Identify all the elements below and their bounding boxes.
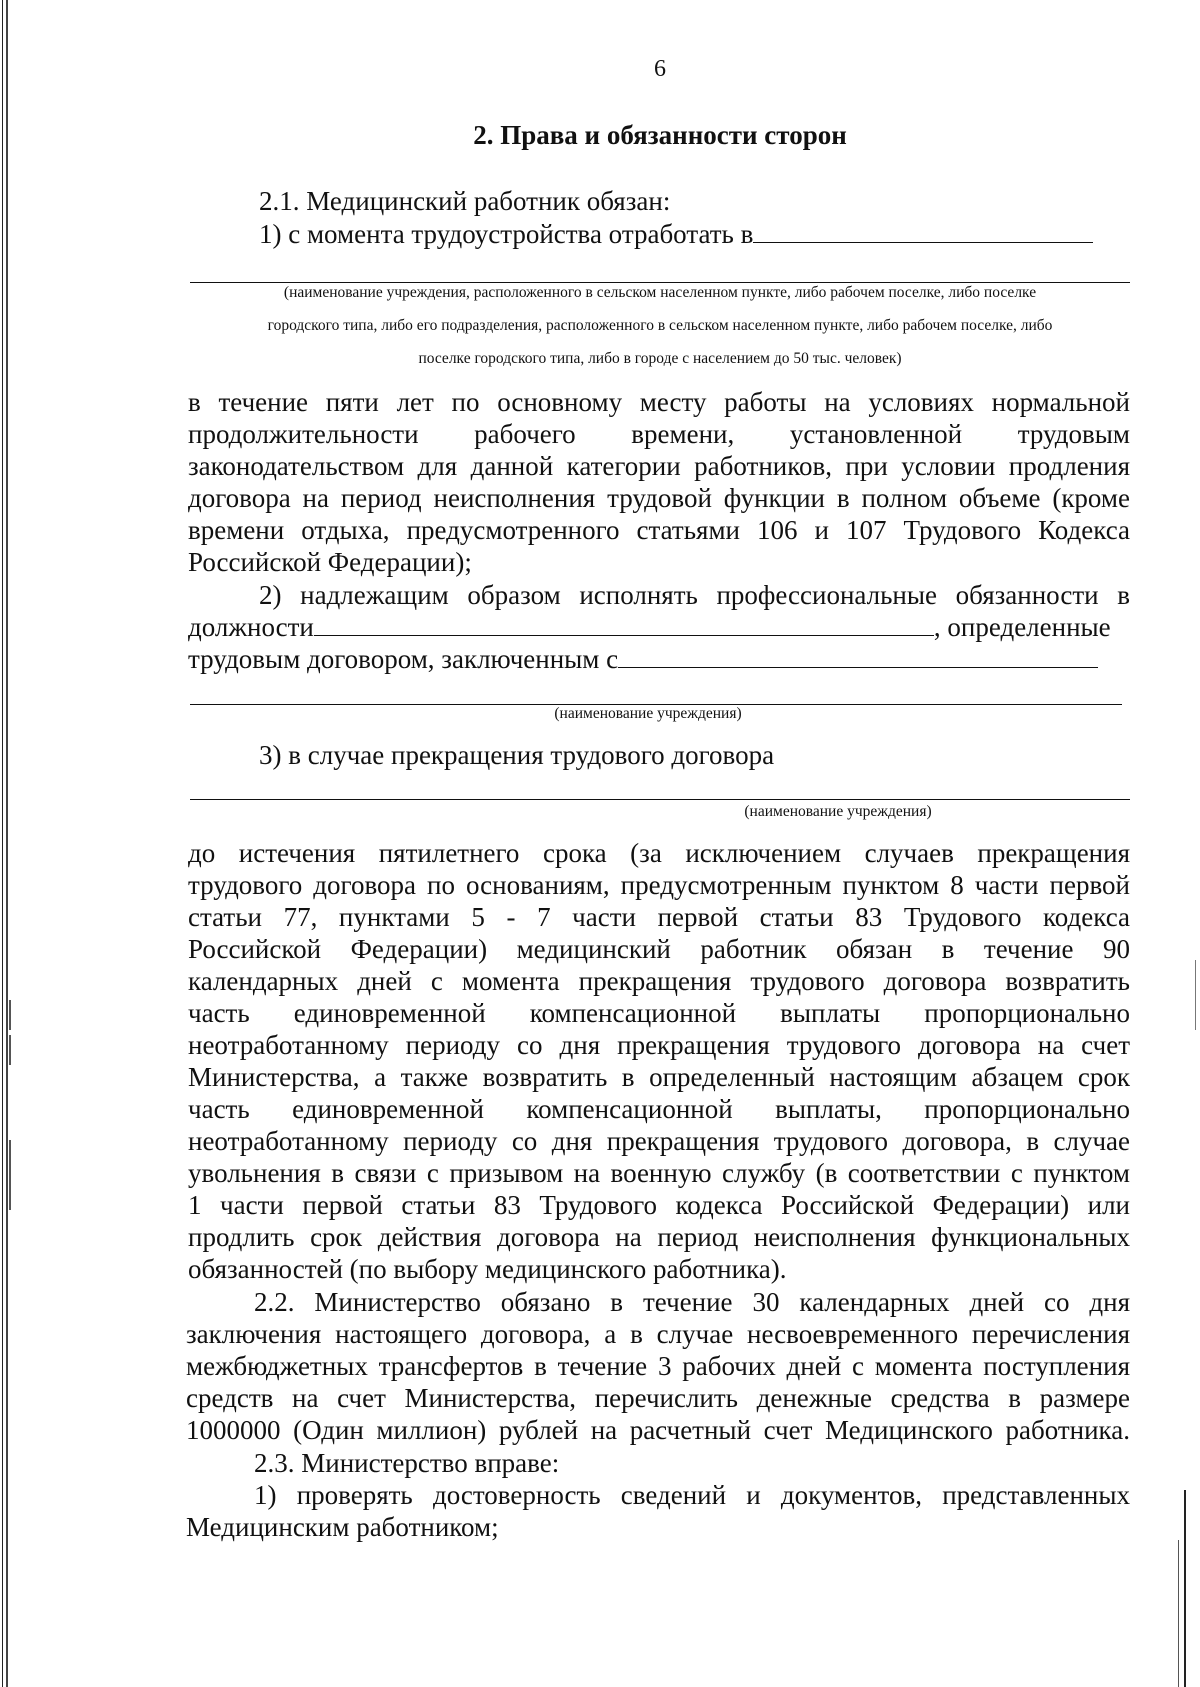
contract-label: трудовым договором, заключенным с [188, 644, 619, 674]
item-3-body-line: неотработанному периоду со дня прекращения трудового договора, в случае [188, 1126, 1130, 1156]
item-3-intro: 3) в случае прекращения трудового договора [259, 740, 775, 770]
item-3-body-line: 1 части первой статьи 83 Трудового кодекса Российской Федерации) или [188, 1190, 1130, 1220]
contract-institution-blank-field[interactable] [618, 666, 1098, 668]
item-2-position-line [188, 614, 1111, 641]
section-title: 2. Права и обязанности сторон [473, 120, 847, 150]
item-1-body-line: в течение пяти лет по основному месту работы на условиях нормальной [188, 387, 1130, 417]
clause-2-2-line: заключения настоящего договора, а в случае несвоевременного перечисления [186, 1319, 1130, 1349]
caption-institution-line-1: (наименование учреждения, расположенного в сельском населенном пункте, либо рабочем поселке, либо поселке [283, 284, 1037, 301]
item-1-body-line: времени отдыха, предусмотренного статьями 106 и 107 Трудового Кодекса [188, 515, 1130, 545]
item-3-body-last-line: обязанностей (по выбору медицинского работника). [188, 1254, 787, 1284]
scan-edge-right [1184, 1490, 1186, 1687]
institution-blank-field[interactable] [753, 241, 1093, 243]
clause-2-3-heading: 2.3. Министерство вправе: [254, 1448, 560, 1478]
item-2-contract-line [188, 646, 1098, 673]
clause-2-2-line: 2.2. Министерство обязано в течение 30 календарных дней со дня [254, 1287, 1130, 1317]
caption-institution-2: (наименование учреждения) [554, 705, 742, 722]
item-3-body-line: до истечения пятилетнего срока (за исключением случаев прекращения [188, 838, 1130, 868]
scan-mark-left [9, 1000, 11, 1030]
scan-mark-left [9, 1035, 11, 1065]
clause-2-3-item-1-line-1: 1) проверять достоверность сведений и документов, представленных [254, 1480, 1130, 1510]
item-3-body-line: Российской Федерации) медицинский работник обязан в течение 90 [188, 934, 1130, 964]
position-label: должности [188, 612, 314, 642]
item-1-intro-text: 1) с момента трудоустройства отработать в [259, 219, 754, 249]
clause-2-3-item-1-line-2: Медицинским работником; [186, 1512, 499, 1542]
clause-2-2-line: 1000000 (Один миллион) рублей на расчетный счет Медицинского работника. [186, 1415, 1130, 1445]
institution-blank-line[interactable] [190, 282, 1130, 283]
caption-institution-3: (наименование учреждения) [744, 803, 932, 820]
clause-2-1-item-1-intro [259, 221, 1093, 248]
scan-edge-left-shadow [6, 0, 8, 1687]
item-1-body-line: продолжительности рабочего времени, установленной трудовым [188, 419, 1130, 449]
clause-2-2-line: средств на счет Министерства, перечислить денежные средства в размере [186, 1383, 1130, 1413]
item-3-body-line: увольнения в связи с призывом на военную службу (в соответствии с пунктом [188, 1158, 1130, 1188]
caption-institution-line-3: поселке городского типа, либо в городе с населением до 50 тыс. человек) [418, 350, 902, 367]
item-3-body-line: календарных дней с момента прекращения трудового договора возвратить [188, 966, 1130, 996]
item-2-line-1: 2) надлежащим образом исполнять профессиональные обязанности в [259, 580, 1130, 610]
item-3-body-line: трудового договора по основаниям, предусмотренным пунктом 8 части первой [188, 870, 1130, 900]
scan-mark-left [9, 1140, 11, 1210]
clause-2-1-heading: 2.1. Медицинский работник обязан: [259, 186, 671, 216]
item-1-body-line: договора на период неисполнения трудовой функции в полном объеме (кроме [188, 483, 1130, 513]
clause-2-2-line: межбюджетных трансфертов в течение 3 рабочих дней с момента поступления [186, 1351, 1130, 1381]
scan-mark-right [1195, 960, 1196, 1030]
page-number: 6 [654, 56, 666, 82]
item-3-body-line: статьи 77, пунктами 5 - 7 части первой статьи 83 Трудового кодекса [188, 902, 1130, 932]
item-1-body-line: законодательством для данной категории работников, при условии продления [188, 451, 1130, 481]
item-3-body-line: продлить срок действия договора на период неисполнения функциональных [188, 1222, 1130, 1252]
item-3-body-line: Министерства, а также возвратить в определенный настоящим абзацем срок [188, 1062, 1130, 1092]
item-3-body-line: неотработанному периоду со дня прекращения трудового договора на счет [188, 1030, 1130, 1060]
item-3-body-line: часть единовременной компенсационной выплаты пропорционально [188, 998, 1130, 1028]
item-3-institution-blank-line[interactable] [190, 799, 1130, 800]
scan-edge-right-shadow [1178, 1540, 1179, 1687]
item-1-body-last-line: Российской Федерации); [188, 547, 472, 577]
position-blank-field[interactable] [314, 634, 934, 636]
position-suffix: , определенные [933, 612, 1111, 642]
scan-edge-left [2, 0, 3, 1687]
caption-institution-line-2: городского типа, либо его подразделения, расположенного в сельском населенном пункте, либо рабочем поселке, либо [267, 317, 1053, 334]
item-3-body-line: часть единовременной компенсационной выплаты, пропорционально [188, 1094, 1130, 1124]
